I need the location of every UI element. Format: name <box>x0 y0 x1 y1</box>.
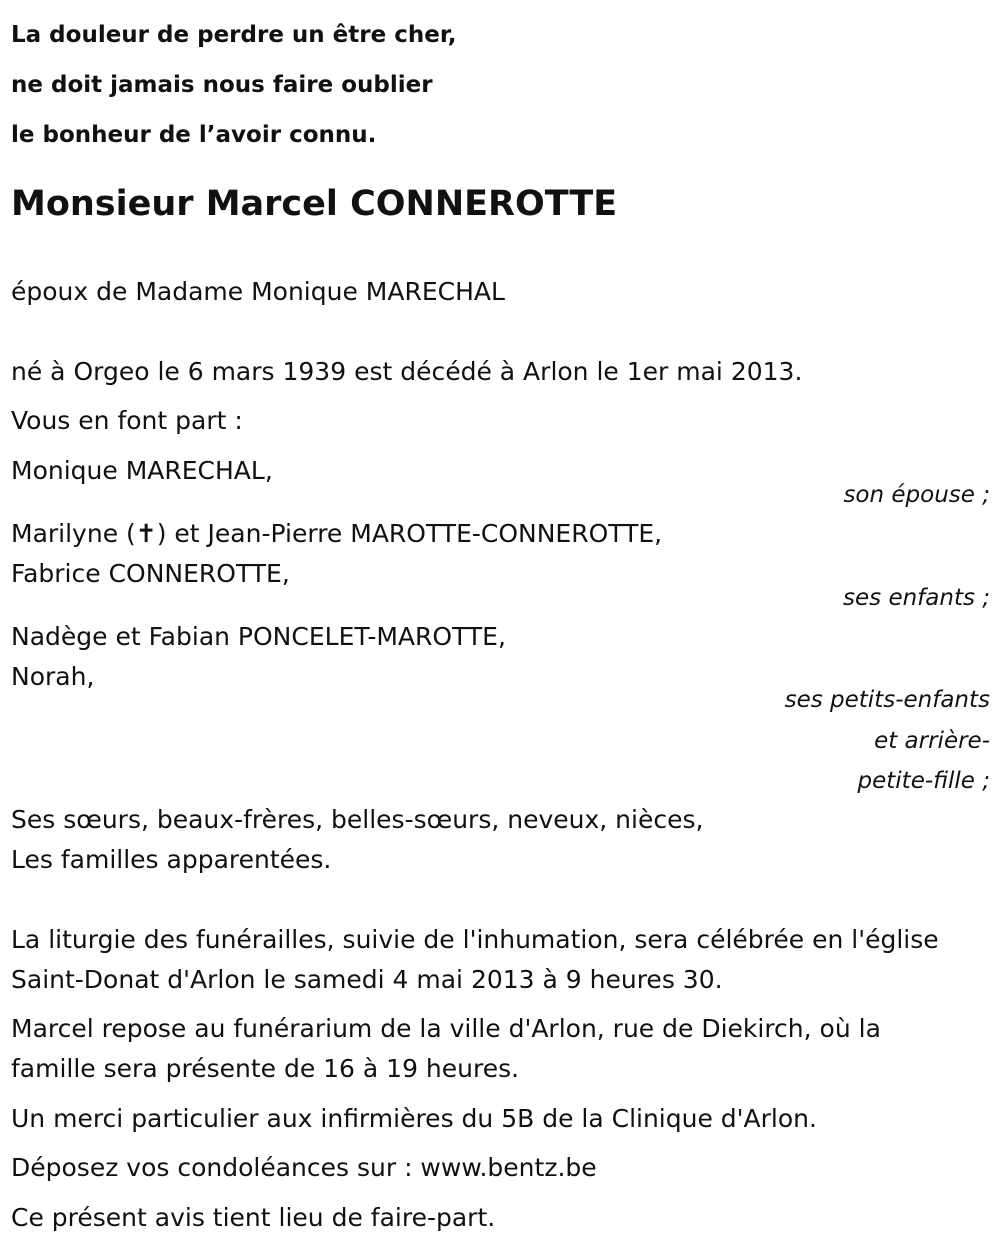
relatives-line: Ses sœurs, beaux-frères, belles-sœurs, neveux, nièces, <box>11 805 704 834</box>
grandchildren-role: petite-fille ; <box>857 768 990 794</box>
grandchildren-role: ses petits-enfants <box>784 687 990 713</box>
spouse-name: Monique MARECHAL, <box>11 456 273 485</box>
liturgy-line: La liturgie des funérailles, suivie de l'inhumation, sera célébrée en l'église <box>11 925 939 954</box>
thanks-line: Un merci particulier aux infirmières du 5B de la Clinique d'Arlon. <box>11 1104 817 1133</box>
notice-line: Ce présent avis tient lieu de faire-part. <box>11 1203 496 1232</box>
grandchild-name: Nadège et Fabian PONCELET-MAROTTE, <box>11 622 506 651</box>
quote-line: La douleur de perdre un être cher, <box>11 22 457 48</box>
relatives-line: Les familles apparentées. <box>11 845 332 874</box>
condolences-line: Déposez vos condoléances sur : www.bentz.be <box>11 1153 597 1182</box>
grandchild-name: Norah, <box>11 662 95 691</box>
spouse-line: époux de Madame Monique MARECHAL <box>11 277 505 306</box>
birth-death-line: né à Orgeo le 6 mars 1939 est décédé à Arlon le 1er mai 2013. <box>11 357 803 386</box>
funerarium-line: famille sera présente de 16 à 19 heures. <box>11 1054 520 1083</box>
child-name: Fabrice CONNEROTTE, <box>11 559 290 588</box>
children-role: ses enfants ; <box>843 585 990 611</box>
quote-line: le bonheur de l’avoir connu. <box>11 122 377 148</box>
memorial-quote <box>11 10 711 160</box>
announcers-intro: Vous en font part : <box>11 406 243 435</box>
funerarium-line: Marcel repose au funérarium de la ville d'Arlon, rue de Diekirch, où la <box>11 1014 881 1043</box>
child-name: Marilyne (✝) et Jean-Pierre MAROTTE-CONNEROTTE, <box>11 519 663 548</box>
deceased-name: Monsieur Marcel CONNEROTTE <box>11 184 618 224</box>
liturgy-line: Saint-Donat d'Arlon le samedi 4 mai 2013 à 9 heures 30. <box>11 965 723 994</box>
spouse-role: son épouse ; <box>843 482 990 508</box>
grandchildren-role: et arrière- <box>874 728 990 754</box>
quote-line: ne doit jamais nous faire oublier <box>11 72 433 98</box>
